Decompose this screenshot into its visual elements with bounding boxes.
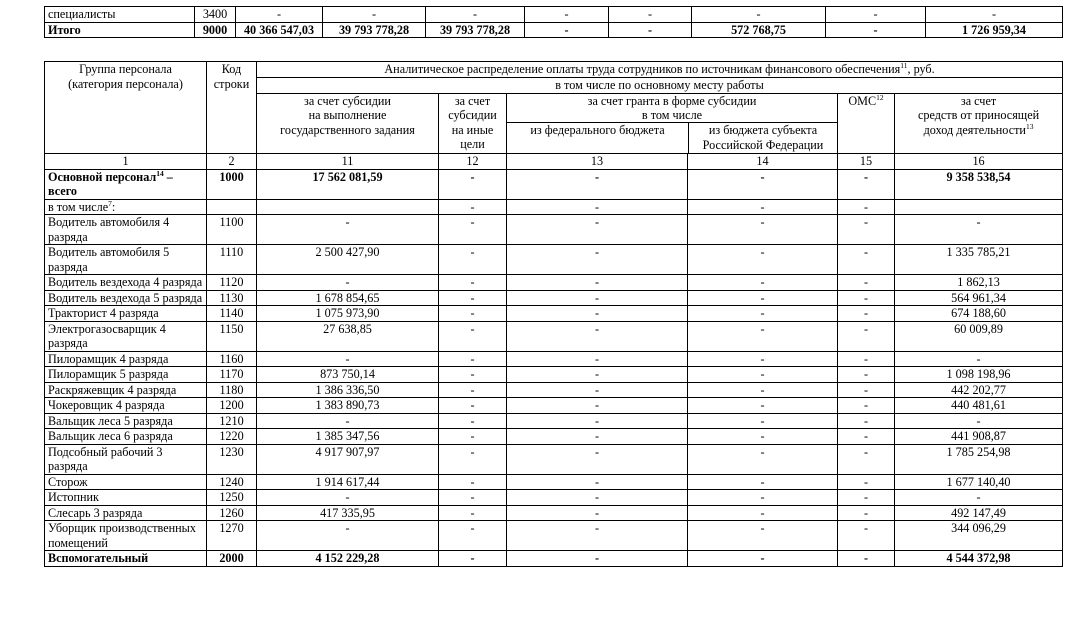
table-cell: 40 366 547,03 <box>236 22 323 38</box>
table-row <box>45 321 1063 351</box>
row-code <box>207 199 257 215</box>
row-label: Водитель автомобиля 5 разряда <box>45 245 207 275</box>
row-label: Водитель автомобиля 4 разряда <box>45 215 207 245</box>
table-row <box>45 199 1063 215</box>
table-cell: - <box>257 521 439 551</box>
row-label: Электрогазосварщик 4 разряда <box>45 321 207 351</box>
table-cell: 417 335,95 <box>257 505 439 521</box>
row-label: в том числе$^7$: <box>45 199 207 215</box>
table-cell: 9000 <box>195 22 236 38</box>
table-cell: - <box>439 490 507 506</box>
table-cell: 1 914 617,44 <box>257 474 439 490</box>
table-cell: - <box>688 551 838 567</box>
table-row <box>45 245 1063 275</box>
table-cell: - <box>439 275 507 291</box>
table-cell: 1 075 973,90 <box>257 306 439 322</box>
table-cell: 674 188,60 <box>895 306 1063 322</box>
table-cell: - <box>439 444 507 474</box>
table-cell: - <box>688 199 838 215</box>
row-label: Пилорамщик 5 разряда <box>45 367 207 383</box>
column-numbers-row <box>45 154 1063 170</box>
table-cell: - <box>838 215 895 245</box>
row-code: 1000 <box>207 169 257 199</box>
table-cell: 4 544 372,98 <box>895 551 1063 567</box>
table-cell: 564 961,34 <box>895 290 1063 306</box>
table-cell: - <box>895 215 1063 245</box>
table-cell: 39 793 778,28 <box>323 22 426 38</box>
table-cell: - <box>838 275 895 291</box>
table-cell: 441 908,87 <box>895 429 1063 445</box>
row-code: 2000 <box>207 551 257 567</box>
table-cell: - <box>439 321 507 351</box>
table-cell: - <box>507 429 688 445</box>
row-label: Истопник <box>45 490 207 506</box>
column-number: 14 <box>688 154 838 170</box>
table-cell: - <box>688 474 838 490</box>
column-number: 11 <box>257 154 439 170</box>
header-main-place: в том числе по основному месту работы <box>257 78 1063 94</box>
table-cell: - <box>688 290 838 306</box>
table-cell: - <box>507 275 688 291</box>
table-cell: - <box>507 490 688 506</box>
table-cell: - <box>439 551 507 567</box>
row-code: 1110 <box>207 245 257 275</box>
table-cell: 1 862,13 <box>895 275 1063 291</box>
table-cell: 9 358 538,54 <box>895 169 1063 199</box>
table-cell: - <box>507 474 688 490</box>
table-cell: - <box>507 521 688 551</box>
table-cell: - <box>439 245 507 275</box>
table-cell: - <box>257 351 439 367</box>
table-cell: - <box>439 521 507 551</box>
table-cell: 492 147,49 <box>895 505 1063 521</box>
table-cell: - <box>609 22 692 38</box>
table-cell: - <box>507 367 688 383</box>
table-cell: 344 096,29 <box>895 521 1063 551</box>
row-code: 1100 <box>207 215 257 245</box>
table-cell: 1 383 890,73 <box>257 398 439 414</box>
table-cell: 60 009,89 <box>895 321 1063 351</box>
table-cell: - <box>525 7 609 23</box>
table-cell: 873 750,14 <box>257 367 439 383</box>
table-cell: - <box>838 474 895 490</box>
table-cell: - <box>688 444 838 474</box>
row-label: Основной персонал$^{14}$ – всего <box>45 169 207 199</box>
table-cell: 1 785 254,98 <box>895 444 1063 474</box>
header-grant: за счет гранта в форме субсидии <box>507 93 838 108</box>
table-cell: - <box>257 275 439 291</box>
row-code: 1160 <box>207 351 257 367</box>
table-row <box>45 551 1063 567</box>
row-code: 1120 <box>207 275 257 291</box>
row-code: 1170 <box>207 367 257 383</box>
table-cell: - <box>439 215 507 245</box>
header-oms: ОМС$^{12}$ <box>838 93 895 154</box>
table-cell: - <box>439 306 507 322</box>
table-row <box>45 505 1063 521</box>
table-row <box>45 290 1063 306</box>
row-label: Раскряжевщик 4 разряда <box>45 382 207 398</box>
row-code: 1200 <box>207 398 257 414</box>
table-cell: 440 481,61 <box>895 398 1063 414</box>
table-cell: - <box>507 321 688 351</box>
table-cell: - <box>838 199 895 215</box>
header-analytic-title: Аналитическое распределение оплаты труда сотрудников по источникам финансового обеспечения$^{11}$, руб. <box>257 62 1063 78</box>
row-label: Пилорамщик 4 разряда <box>45 351 207 367</box>
column-number: 16 <box>895 154 1063 170</box>
table-cell: - <box>439 382 507 398</box>
table-cell: - <box>688 429 838 445</box>
table-cell: 4 917 907,97 <box>257 444 439 474</box>
table-cell: - <box>895 351 1063 367</box>
column-number: 1 <box>45 154 207 170</box>
table-cell: - <box>688 245 838 275</box>
table-cell: - <box>688 521 838 551</box>
table-cell: - <box>826 7 926 23</box>
table-cell: - <box>439 290 507 306</box>
table-cell: - <box>688 306 838 322</box>
row-label: Подсобный рабочий 3 разряда <box>45 444 207 474</box>
row-label: Водитель вездехода 5 разряда <box>45 290 207 306</box>
table-cell: 27 638,85 <box>257 321 439 351</box>
table-cell: - <box>688 351 838 367</box>
table-row <box>45 351 1063 367</box>
row-label: Итого <box>45 22 195 38</box>
table-row <box>45 398 1063 414</box>
table-cell: - <box>439 398 507 414</box>
row-label: Слесарь 3 разряда <box>45 505 207 521</box>
table-cell: - <box>426 7 525 23</box>
row-label: Тракторист 4 разряда <box>45 306 207 322</box>
table-cell: - <box>507 215 688 245</box>
table-cell: - <box>838 521 895 551</box>
table-cell: - <box>838 382 895 398</box>
table-cell: - <box>507 398 688 414</box>
table-cell: - <box>838 306 895 322</box>
header-group: Группа персонала (категория персонала) <box>45 62 207 154</box>
row-code: 1180 <box>207 382 257 398</box>
row-label: Чокеровщик 4 разряда <box>45 398 207 414</box>
table-cell: - <box>688 382 838 398</box>
row-code: 1210 <box>207 413 257 429</box>
row-label: Вальщик леса 5 разряда <box>45 413 207 429</box>
table-cell: - <box>838 413 895 429</box>
table-cell: - <box>507 444 688 474</box>
row-label: Вальщик леса 6 разряда <box>45 429 207 445</box>
table-cell: - <box>257 490 439 506</box>
table-cell: - <box>507 382 688 398</box>
table-cell: 442 202,77 <box>895 382 1063 398</box>
table-cell: - <box>895 413 1063 429</box>
table-cell: - <box>688 169 838 199</box>
row-label: Вспомогательный <box>45 551 207 567</box>
table-cell: - <box>895 490 1063 506</box>
table-cell: - <box>439 351 507 367</box>
table-cell: - <box>838 398 895 414</box>
table-cell: - <box>236 7 323 23</box>
row-code: 1270 <box>207 521 257 551</box>
row-code: 1220 <box>207 429 257 445</box>
table-cell: - <box>257 215 439 245</box>
table-cell: 4 152 229,28 <box>257 551 439 567</box>
table-cell: - <box>439 505 507 521</box>
table-cell: - <box>507 505 688 521</box>
table-cell: - <box>688 398 838 414</box>
table-cell: - <box>838 505 895 521</box>
table-cell: - <box>688 215 838 245</box>
row-label: Сторож <box>45 474 207 490</box>
header-grant-split: в том числе из федерального бюджета из бюджета субъекта Российской Федерации <box>507 108 838 154</box>
table-cell: - <box>826 22 926 38</box>
table-cell: 1 678 854,65 <box>257 290 439 306</box>
table-row <box>45 474 1063 490</box>
table-cell: 1 726 959,34 <box>926 22 1063 38</box>
header-income: за счет средств от приносящей доход деятельности$^{13}$ <box>895 93 1063 154</box>
table-cell: 1 385 347,56 <box>257 429 439 445</box>
table-row <box>45 429 1063 445</box>
table-cell: 1 335 785,21 <box>895 245 1063 275</box>
row-code: 1130 <box>207 290 257 306</box>
table-cell: - <box>688 321 838 351</box>
table-cell: - <box>507 199 688 215</box>
column-number: 2 <box>207 154 257 170</box>
payroll-distribution-table <box>44 61 1063 567</box>
table-cell: - <box>507 413 688 429</box>
header-subsidy-state: за счет субсидии на выполнение государственного задания <box>257 93 439 154</box>
table-cell: - <box>926 7 1063 23</box>
table-cell: 2 500 427,90 <box>257 245 439 275</box>
table-cell: - <box>507 306 688 322</box>
table-cell: - <box>439 474 507 490</box>
column-number: 12 <box>439 154 507 170</box>
table-cell: - <box>688 275 838 291</box>
table-cell: - <box>609 7 692 23</box>
table-row <box>45 521 1063 551</box>
table-header <box>45 62 1063 170</box>
row-label: специалисты <box>45 7 195 23</box>
table-cell: - <box>257 413 439 429</box>
row-label: Уборщик производственных помещений <box>45 521 207 551</box>
header-subsidy-other: за счет субсидии на иные цели <box>439 93 507 154</box>
row-code: 1260 <box>207 505 257 521</box>
table-cell: - <box>688 490 838 506</box>
table-row <box>45 306 1063 322</box>
column-number: 15 <box>838 154 895 170</box>
table-cell: 17 562 081,59 <box>257 169 439 199</box>
table-cell: - <box>323 7 426 23</box>
table-cell: 1 386 336,50 <box>257 382 439 398</box>
table-row <box>45 413 1063 429</box>
table-row <box>45 367 1063 383</box>
row-code: 1240 <box>207 474 257 490</box>
table-cell <box>895 199 1063 215</box>
table-cell: - <box>439 367 507 383</box>
table-row <box>45 444 1063 474</box>
table-cell: - <box>838 321 895 351</box>
table-cell: - <box>439 429 507 445</box>
table-row <box>45 169 1063 199</box>
row-code: 1140 <box>207 306 257 322</box>
table-cell: 1 098 198,96 <box>895 367 1063 383</box>
table-cell: - <box>838 290 895 306</box>
table-row <box>45 275 1063 291</box>
table-row <box>45 490 1063 506</box>
table-cell: - <box>838 429 895 445</box>
row-code: 1250 <box>207 490 257 506</box>
table-cell: - <box>838 367 895 383</box>
table-cell: - <box>439 199 507 215</box>
table-cell: - <box>439 169 507 199</box>
table-cell: - <box>838 169 895 199</box>
table-cell: - <box>838 351 895 367</box>
table-cell: - <box>838 551 895 567</box>
table-cell: - <box>838 444 895 474</box>
table-cell: - <box>525 22 609 38</box>
table-cell: - <box>838 490 895 506</box>
table-cell: 1 677 140,40 <box>895 474 1063 490</box>
table-cell: - <box>688 505 838 521</box>
row-code: 1150 <box>207 321 257 351</box>
table-cell: - <box>692 7 826 23</box>
table-cell: - <box>507 551 688 567</box>
table-row <box>45 7 1063 23</box>
table-cell: - <box>507 169 688 199</box>
table-cell: 3400 <box>195 7 236 23</box>
table-row <box>45 22 1063 38</box>
table-body <box>45 169 1063 566</box>
table-cell: - <box>838 245 895 275</box>
table-cell: - <box>688 413 838 429</box>
table-cell: - <box>439 413 507 429</box>
table-cell: 572 768,75 <box>692 22 826 38</box>
summary-table-body <box>45 7 1063 38</box>
table-cell: 39 793 778,28 <box>426 22 525 38</box>
table-row <box>45 382 1063 398</box>
table-cell: - <box>507 245 688 275</box>
table-cell: - <box>688 367 838 383</box>
table-cell: - <box>507 351 688 367</box>
row-label: Водитель вездехода 4 разряда <box>45 275 207 291</box>
header-code: Код строки <box>207 62 257 154</box>
summary-table-fragment <box>44 6 1063 38</box>
table-cell: - <box>507 290 688 306</box>
column-number: 13 <box>507 154 688 170</box>
row-code: 1230 <box>207 444 257 474</box>
table-row <box>45 215 1063 245</box>
table-cell <box>257 199 439 215</box>
